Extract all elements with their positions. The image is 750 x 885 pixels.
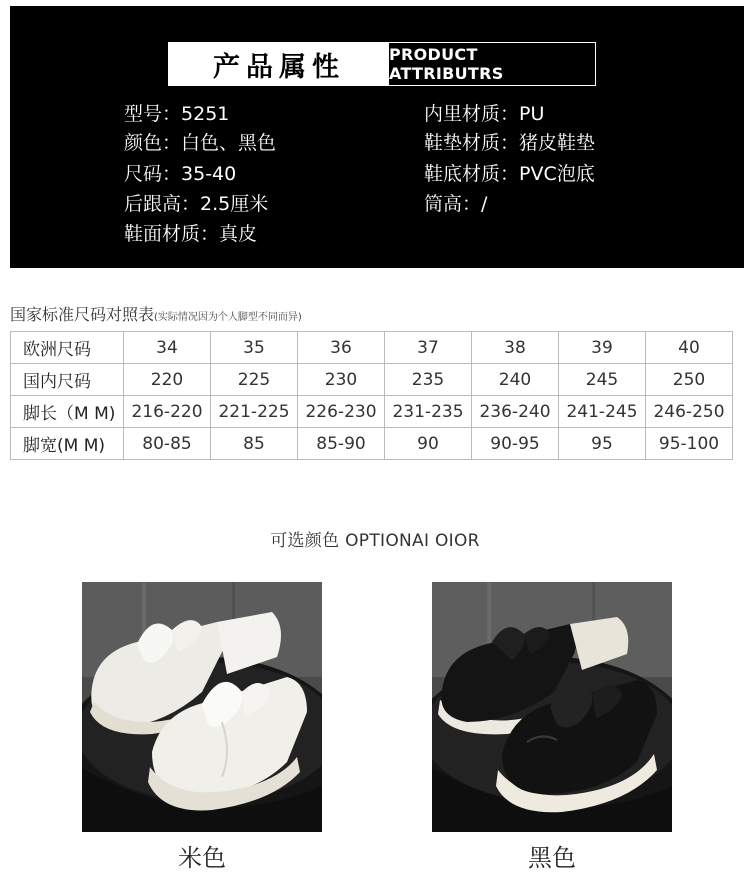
table-cell: 240: [472, 364, 559, 396]
table-cell: 37: [385, 332, 472, 364]
table-cell: 220: [124, 364, 211, 396]
product-attributes-panel: [10, 6, 744, 268]
table-cell: 39: [559, 332, 646, 364]
attr-insole-material: 鞋垫材质：猪皮鞋垫: [424, 132, 596, 154]
attr-sole-material: 鞋底材质：PVC泡底: [424, 163, 595, 185]
row-label: 欧洲尺码: [11, 332, 124, 364]
attr-size: 尺码：35-40: [124, 163, 237, 185]
table-cell: 35: [211, 332, 298, 364]
black-shoe-illustration: [432, 582, 672, 832]
table-cell: 85-90: [298, 428, 385, 460]
table-row-eu-size: [11, 332, 733, 364]
black-shoe-photo[interactable]: [432, 582, 672, 832]
attr-upper-material: 鞋面材质：真皮: [124, 223, 258, 245]
table-cell: 95-100: [646, 428, 733, 460]
table-cell: 231-235: [385, 396, 472, 428]
table-cell: 34: [124, 332, 211, 364]
table-cell: 235: [385, 364, 472, 396]
row-label: 国内尺码: [11, 364, 124, 396]
table-cell: 85: [211, 428, 298, 460]
table-row-foot-length: [11, 396, 733, 428]
attr-lining-material: 内里材质：PU: [424, 103, 545, 125]
row-label: 脚长（M M): [11, 396, 124, 428]
size-chart-heading: [10, 302, 302, 325]
attributes-title: [168, 42, 596, 86]
attributes-title-cn: 产品属性: [169, 43, 389, 85]
table-cell: 90-95: [472, 428, 559, 460]
table-cell: 95: [559, 428, 646, 460]
attributes-title-en: PRODUCT ATTRIBUTRS: [389, 45, 504, 83]
table-row-cn-size: [11, 364, 733, 396]
table-cell: 36: [298, 332, 385, 364]
table-cell: 38: [472, 332, 559, 364]
table-cell: 40: [646, 332, 733, 364]
beige-shoe-illustration: [82, 582, 322, 832]
row-label: 脚宽(M M): [11, 428, 124, 460]
table-cell: 216-220: [124, 396, 211, 428]
table-cell: 241-245: [559, 396, 646, 428]
attr-model: 型号：5251: [124, 103, 230, 125]
table-cell: 250: [646, 364, 733, 396]
table-cell: 221-225: [211, 396, 298, 428]
beige-shoe-photo[interactable]: [82, 582, 322, 832]
table-cell: 90: [385, 428, 472, 460]
table-cell: 230: [298, 364, 385, 396]
table-row-foot-width: [11, 428, 733, 460]
size-chart-title: 国家标准尺码对照表: [10, 305, 155, 324]
attr-color: 颜色：白色、黑色: [124, 132, 277, 154]
optional-colors-title: 可选颜色 OPTIONAI OIOR: [270, 531, 480, 551]
table-cell: 80-85: [124, 428, 211, 460]
size-chart-note: (实际情况因为个人脚型不同而异): [154, 312, 302, 323]
attr-heel-height: 后跟高：2.5厘米: [124, 193, 269, 215]
attr-shaft-height: 筒高：/: [424, 193, 488, 215]
table-cell: 226-230: [298, 396, 385, 428]
table-cell: 246-250: [646, 396, 733, 428]
black-color-label: 黑色: [528, 844, 576, 872]
table-cell: 225: [211, 364, 298, 396]
table-cell: 236-240: [472, 396, 559, 428]
beige-color-label: 米色: [178, 844, 226, 872]
size-chart-table: [10, 331, 733, 460]
table-cell: 245: [559, 364, 646, 396]
